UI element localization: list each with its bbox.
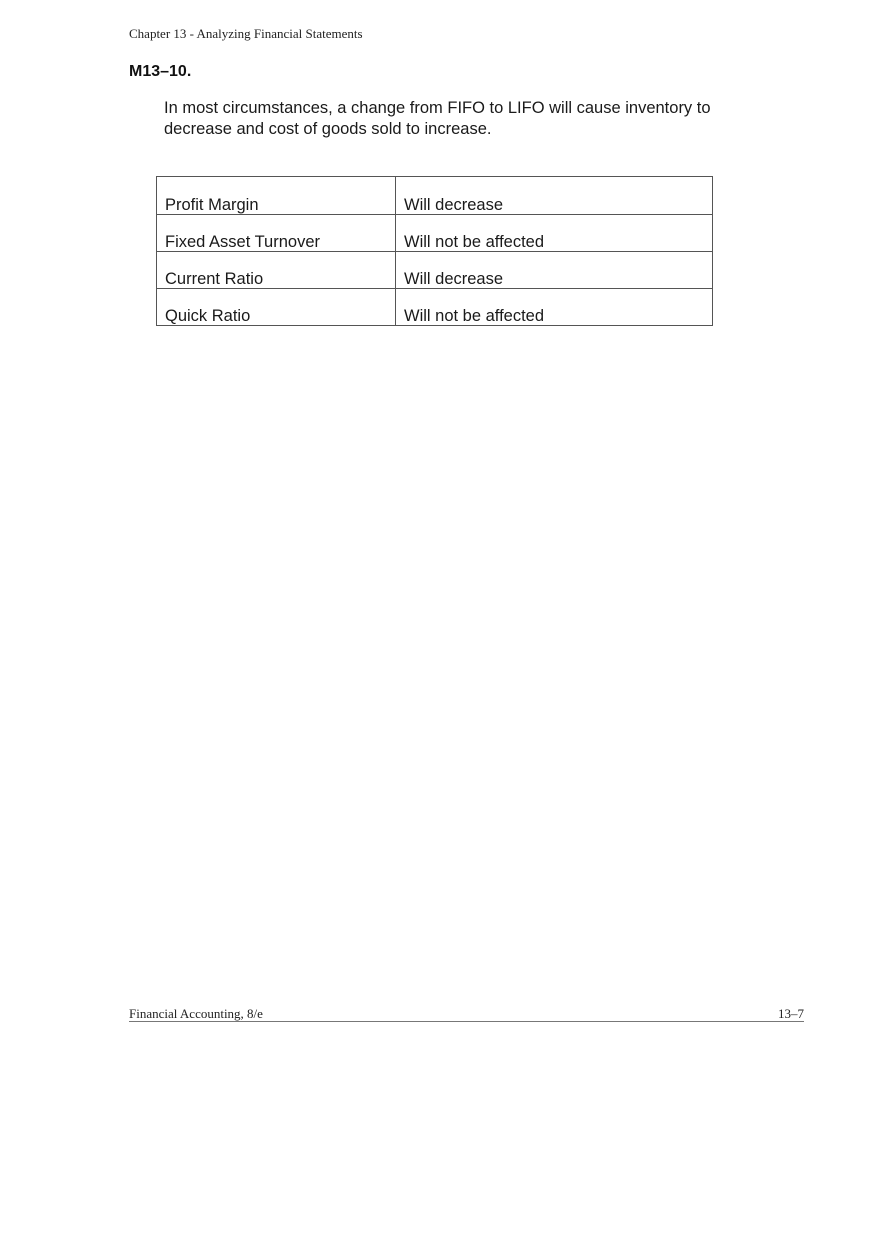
page-footer: [129, 1006, 804, 1022]
ratio-effects-table: [156, 176, 713, 326]
ratio-name-cell: [157, 177, 396, 215]
ratio-effect: Will not be affected: [404, 307, 545, 325]
footer-page-number: 13–7: [778, 1006, 804, 1021]
table-row: [157, 252, 713, 289]
problem-intro-text: In most circumstances, a change from FIFO to LIFO will cause inventory to decrease and cost of goods sold to increase.: [164, 99, 711, 138]
running-header: Chapter 13 - Analyzing Financial Statements: [129, 26, 363, 41]
table-row: [157, 289, 713, 326]
table-row: [157, 177, 713, 215]
ratio-name-cell: [157, 215, 396, 252]
effect-cell: [396, 252, 713, 289]
table-row: [157, 215, 713, 252]
footer-book-title: Financial Accounting, 8/e: [129, 1006, 263, 1021]
ratio-name-cell: [157, 252, 396, 289]
effect-cell: [396, 289, 713, 326]
ratio-name: Current Ratio: [165, 270, 264, 288]
ratio-name: Quick Ratio: [165, 307, 251, 325]
ratio-name-cell: [157, 289, 396, 326]
ratio-effect: Will not be affected: [404, 233, 545, 251]
problem-id: M13–10.: [129, 63, 192, 80]
ratio-effect: Will decrease: [404, 270, 504, 288]
ratio-effect: Will decrease: [404, 196, 504, 214]
ratio-name: Profit Margin: [165, 196, 259, 214]
ratio-name: Fixed Asset Turnover: [165, 233, 320, 251]
effect-cell: [396, 177, 713, 215]
effect-cell: [396, 215, 713, 252]
